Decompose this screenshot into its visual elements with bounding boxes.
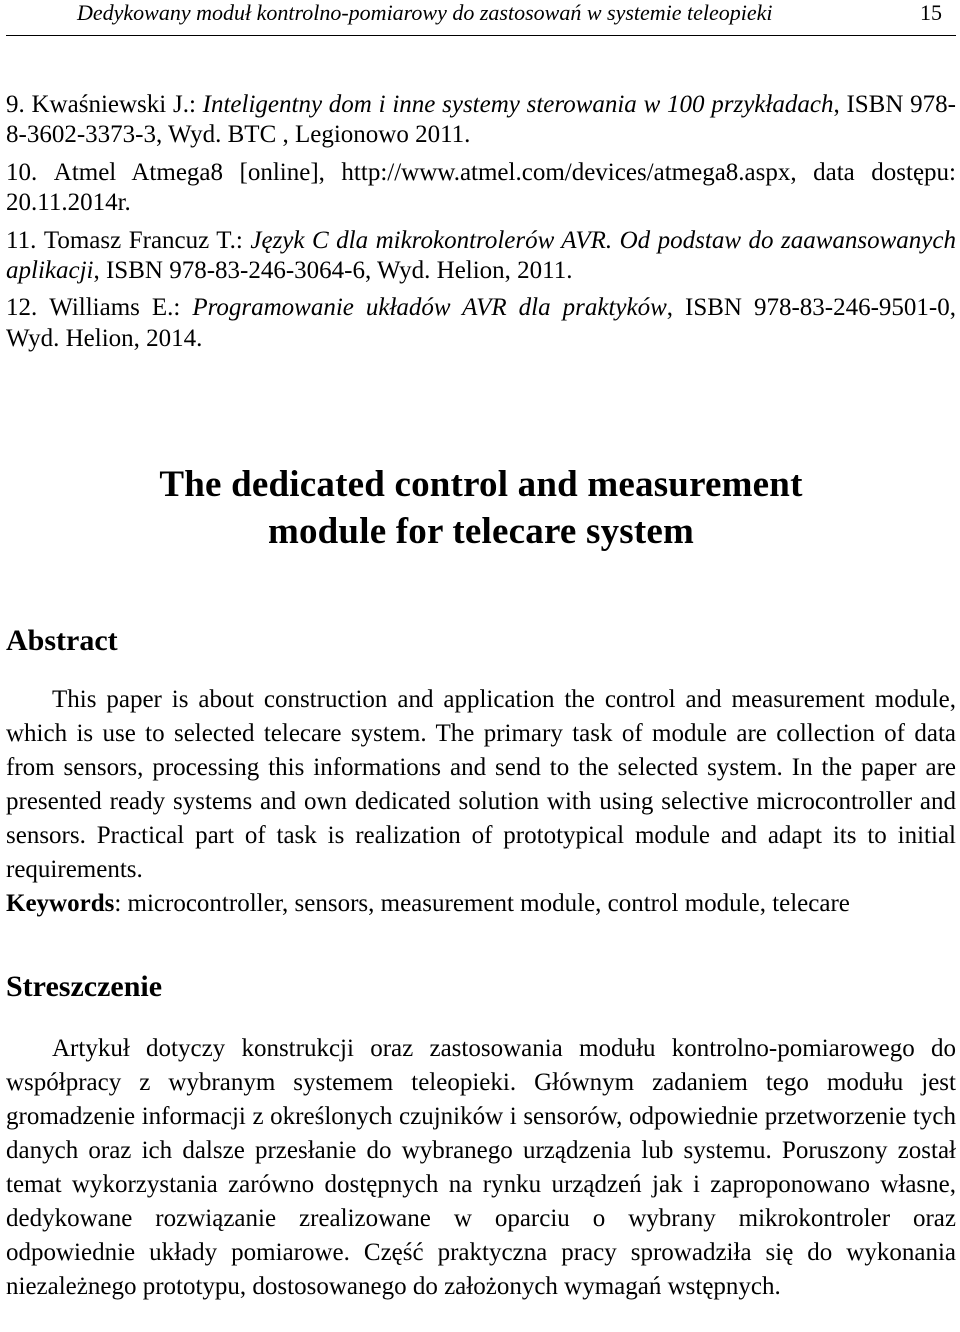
reference-item (6, 226, 956, 287)
reference-item (6, 158, 956, 219)
reference-title: Język C dla mikrokontrolerów AVR. Od podstaw do zaawansowanych aplikacji (6, 226, 956, 285)
reference-list (6, 90, 956, 354)
reference-title: Programowanie układów AVR dla praktyków (192, 294, 667, 322)
streszczenie-text: Artykuł dotyczy konstrukcji oraz zastosowania modułu kontrolno-pomiarowego do współpracy z wybranym systemem teleopieki. Głównym zadaniem tego modułu jest gromadzenie informacji z określonych czujników i sensorów, odpowiednie przetworzenie tych danych oraz ich dalsze przesłanie do wybranego urządzenia lub systemu. Poruszony został temat wykorzystania zarówno dostępnych na rynku urządzeń jak i zaproponowano własne, dedykowane rozwiązanie zrealizowane w oparciu o wybrany mikrokontroler oraz odpowiednie układy pomiarowe. Część praktyczna pracy sprowadziła się do wykonania niezależnego prototypu, dostosowanego do założonych wymagań wstępnych. (6, 1035, 956, 1301)
reference-author: Williams E.: (49, 294, 193, 322)
reference-number: 10. (6, 158, 38, 186)
reference-number: 11. (6, 226, 37, 254)
reference-author: Tomasz Francuz T.: (43, 226, 251, 254)
reference-details: , ISBN 978-83-246-9501-0, Wyd. Helion, 2014. (6, 294, 956, 352)
keywords-label: Keywords (6, 890, 115, 918)
reference-item (6, 90, 956, 151)
paper-title-line-1: The dedicated control and measurement (159, 464, 803, 506)
abstract-text: This paper is about construction and application the control and measurement module, which is use to selected telecare system. The primary task of module are collection of data from sensors, processing this informations and send to the selected system. In the paper are presented ready systems and own dedicated solution with using selective microcontroller and sensors. Practical part of task is realization of prototypical module and adapt its to initial requirements. (6, 686, 956, 884)
running-header (6, 0, 956, 36)
running-title: Dedykowany moduł kontrolno-pomiarowy do zastosowań w systemie teleopieki (77, 0, 773, 25)
page-number: 15 (920, 0, 942, 25)
paper-title-line-2: module for telecare system (267, 511, 695, 553)
keywords-line (6, 887, 956, 921)
reference-details: , ISBN 978-83-246-3064-6, Wyd. Helion, 2011. (93, 257, 573, 285)
reference-title: Inteligentny dom i inne systemy sterowania w 100 przykładach (202, 91, 834, 118)
reference-number: 12. (6, 294, 38, 322)
streszczenie-heading: Streszczenie (6, 970, 163, 1004)
reference-author: Kwaśniewski J.: (24, 91, 203, 118)
paper-title (6, 461, 956, 555)
abstract-heading: Abstract (6, 624, 118, 658)
reference-details: , ISBN 978-8-3602-3373-3, Wyd. BTC , Legionowo 2011. (6, 91, 956, 149)
reference-number: 9. (6, 91, 25, 118)
keywords-text: : microcontroller, sensors, measurement module, control module, telecare (114, 890, 850, 918)
reference-details: Atmel Atmega8 [online], http://www.atmel.com/devices/atmega8.aspx, data dostępu: 20.11.2014r. (6, 158, 956, 217)
reference-item (6, 293, 956, 354)
